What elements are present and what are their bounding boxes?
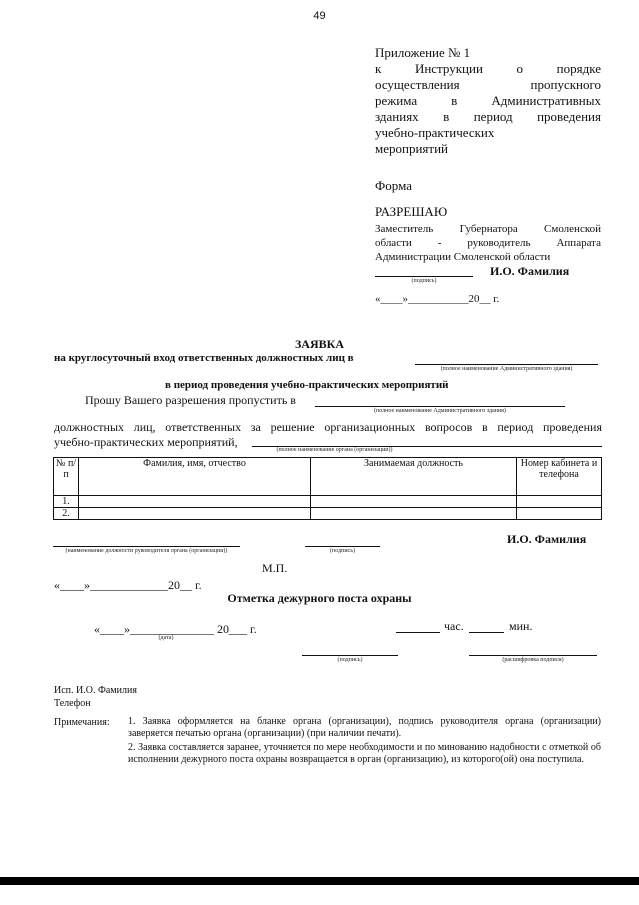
hours-blank	[396, 632, 440, 633]
request-line3: Прошу Вашего разрешения пропустить в	[85, 393, 296, 407]
signoff-name: И.О. Фамилия	[507, 532, 587, 546]
signoff-position-caption: (наименование должности руководителя органа (организации))	[65, 548, 228, 554]
security-signature-line	[302, 655, 398, 656]
note-item: 2. Заявка составляется заранее, уточняется по мере необходимости и по минованию надобности с отметкой об исполнении дежурного поста охраны возвращается в орган (организацию), из которого(ой) она поступила.	[128, 742, 601, 765]
minutes-blank	[469, 632, 504, 633]
appendix-line: мероприятий	[375, 141, 448, 156]
executor-phone: Телефон	[54, 698, 91, 709]
stamp-place: М.П.	[262, 561, 288, 575]
persons-table	[53, 457, 602, 520]
request-line1-blank	[415, 364, 598, 365]
approve-signature-line	[375, 276, 473, 277]
request-title: ЗАЯВКА	[294, 337, 345, 351]
notes-label: Примечания:	[54, 717, 110, 728]
scan-footer-bar	[0, 877, 639, 885]
form-label: Форма	[375, 178, 412, 193]
security-signature-caption: (подпись)	[337, 657, 363, 663]
security-decode-line	[469, 655, 597, 656]
security-title: Отметка дежурного поста охраны	[227, 591, 412, 605]
signoff-position-line	[53, 546, 240, 547]
approve-signature-caption: (подпись)	[411, 278, 437, 284]
approve-position	[375, 222, 601, 264]
request-paragraph-last: учебно-практических мероприятий,	[54, 435, 238, 449]
table-header-row	[54, 458, 602, 496]
signoff-signature-line	[305, 546, 380, 547]
approve-title: РАЗРЕШАЮ	[375, 204, 448, 219]
row-room	[517, 508, 602, 520]
row-name	[79, 508, 311, 520]
appendix-block	[375, 45, 601, 157]
signoff-signature-caption: (подпись)	[330, 548, 355, 554]
request-line3-blank	[315, 406, 565, 407]
appendix-line: зданиях в период проведения	[375, 109, 601, 124]
note-item: 1. Заявка оформляется на бланке органа (организации), подпись руководителя органа (организации) заверяется печатью органа (организации) (при наличии печати).	[128, 716, 601, 739]
hours-label: час.	[444, 619, 464, 633]
page-number: 49	[313, 10, 326, 22]
security-date: «____»______________ 20___ г.	[94, 622, 257, 636]
appendix-line: учебно-практических	[375, 125, 495, 140]
request-caption3: (полное наименование Административного здания)	[374, 408, 506, 414]
minutes-label: мин.	[509, 619, 533, 633]
request-caption-org: (полное наименование органа (организации))	[276, 447, 393, 453]
executor-name: Исп. И.О. Фамилия	[54, 685, 137, 696]
request-line2: в период проведения учебно-практических мероприятий	[165, 379, 449, 391]
appendix-line: осуществления пропускного	[375, 77, 601, 92]
table-row	[54, 496, 602, 508]
row-position	[311, 508, 517, 520]
request-paragraph: должностных лиц, ответственных за решение организационных вопросов в период проведения	[54, 420, 602, 434]
appendix-line: режима в Административных	[375, 93, 601, 108]
row-position	[311, 496, 517, 508]
approve-line: области - руководитель Аппарата	[375, 237, 601, 249]
row-room	[517, 496, 602, 508]
security-decode-caption: (расшифровка подписи)	[502, 657, 564, 663]
col-header-position: Занимаемая должность	[311, 458, 517, 496]
table-row	[54, 508, 602, 520]
approve-line: Администрации Смоленской области	[375, 251, 551, 263]
appendix-line: к Инструкции о порядке	[375, 61, 601, 76]
row-number: 1.	[54, 496, 79, 508]
appendix-title: Приложение № 1	[375, 45, 471, 60]
col-header-number: № п/п	[54, 458, 79, 496]
security-date-caption: (дата)	[158, 635, 174, 641]
request-line1: на круглосуточный вход ответственных должностных лиц в	[54, 352, 354, 364]
row-number: 2.	[54, 508, 79, 520]
request-caption1: (полное наименование Административного здания)	[440, 366, 573, 372]
approve-name: И.О. Фамилия	[490, 264, 570, 278]
col-header-room: Номер кабинета и телефона	[517, 458, 602, 496]
col-header-name: Фамилия, имя, отчество	[79, 458, 311, 496]
approve-line: Заместитель Губернатора Смоленской	[375, 223, 601, 235]
approve-date: «____»___________20__ г.	[375, 293, 500, 305]
signoff-date: «____»_____________20__ г.	[54, 578, 202, 592]
row-name	[79, 496, 311, 508]
